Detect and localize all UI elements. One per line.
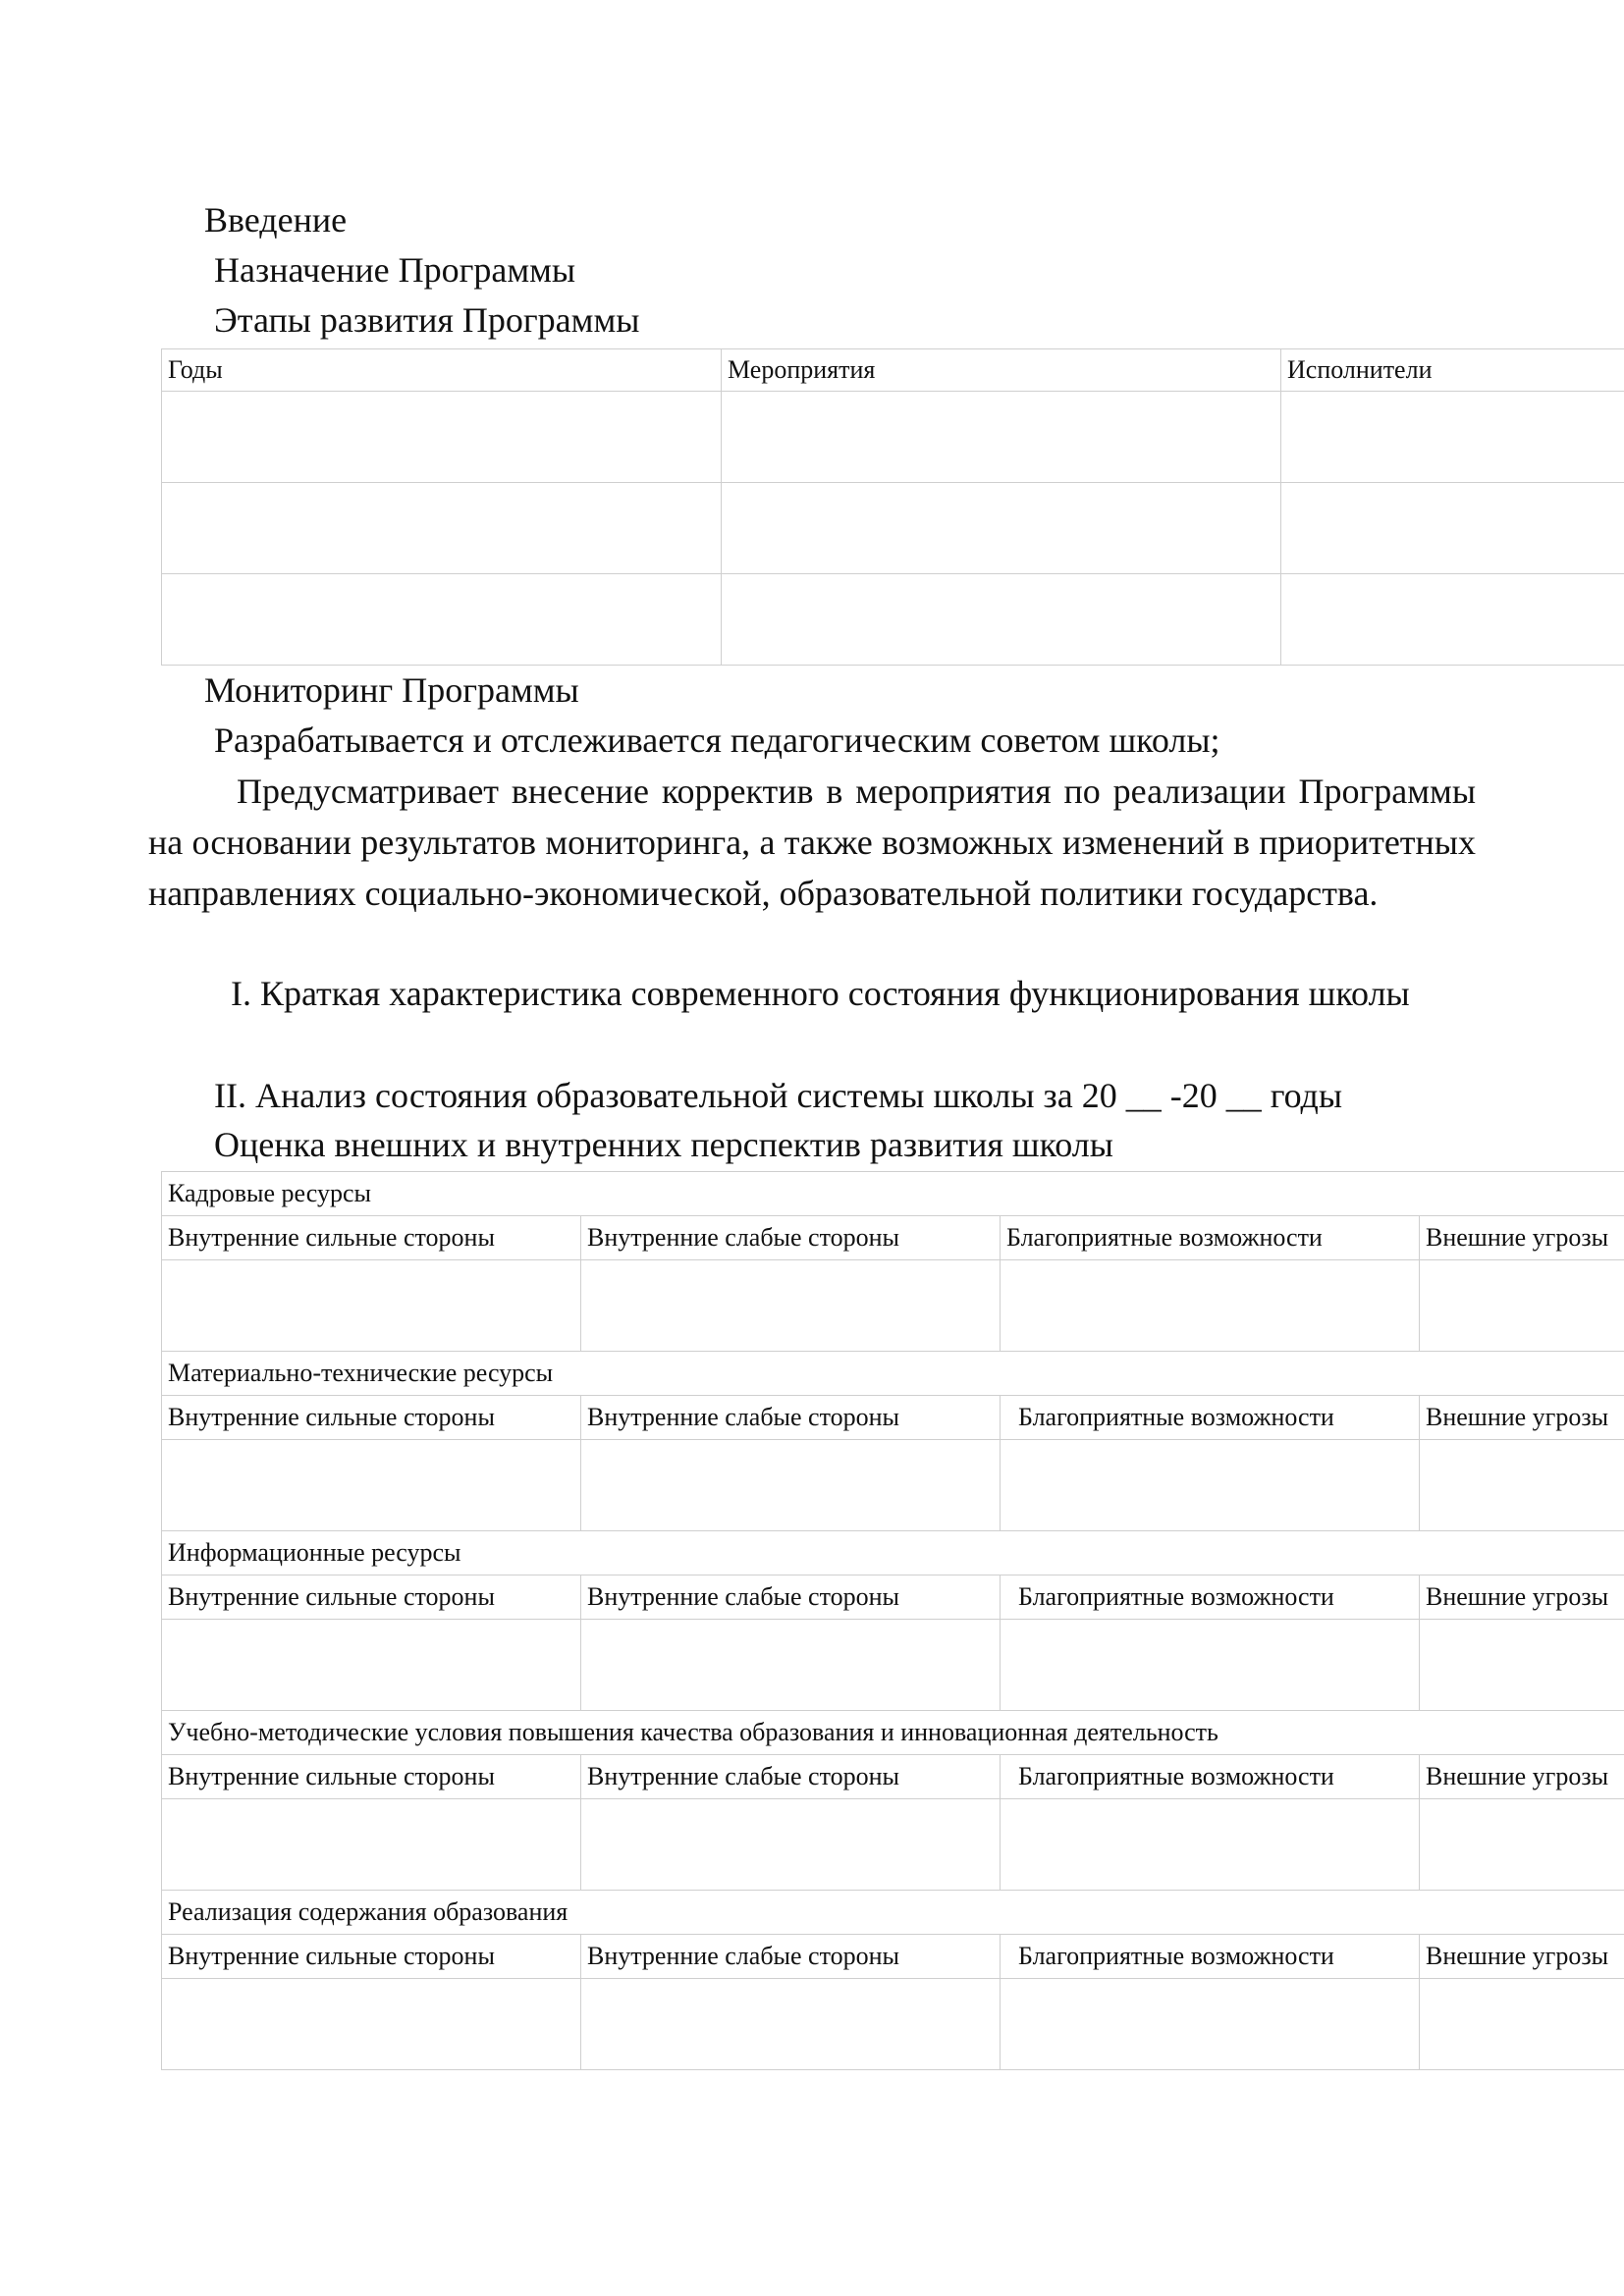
col-weaknesses: Внутренние слабые стороны (581, 1575, 1001, 1620)
table-cell (162, 392, 722, 483)
heading-intro: Введение (204, 200, 348, 240)
col-opportunities: Благоприятные возможности (1001, 1755, 1420, 1799)
group-title: Кадровые ресурсы (162, 1172, 1624, 1216)
col-executors: Исполнители (1281, 349, 1624, 392)
col-weaknesses: Внутренние слабые стороны (581, 1216, 1001, 1260)
table-row (162, 574, 1624, 666)
group-title: Материально-технические ресурсы (162, 1352, 1624, 1396)
col-opportunities: Благоприятные возможности (1001, 1935, 1420, 1979)
col-weaknesses: Внутренние слабые стороны (581, 1396, 1001, 1440)
table-cell (581, 1620, 1001, 1711)
table-row (162, 1260, 1624, 1352)
table-cell (722, 483, 1281, 574)
col-threats: Внешние угрозы (1420, 1396, 1624, 1440)
stages-header-row (162, 349, 1624, 392)
table-cell (722, 392, 1281, 483)
table-cell (1420, 1620, 1624, 1711)
col-threats: Внешние угрозы (1420, 1935, 1624, 1979)
table-cell (1281, 574, 1624, 666)
table-row (162, 1799, 1624, 1891)
col-activities: Мероприятия (722, 349, 1281, 392)
monitoring-paragraph: Предусматривает внесение корректив в мероприятия по реализации Программы на основании результатов мониторинга, а также возможных изменений в приоритетных направлениях социально-экономической, образовательной политики государства. (148, 772, 1476, 913)
table-row (162, 392, 1624, 483)
table-row (162, 1620, 1624, 1711)
col-strengths: Внутренние сильные стороны (162, 1575, 581, 1620)
col-threats: Внешние угрозы (1420, 1216, 1624, 1260)
col-opportunities: Благоприятные возможности (1001, 1575, 1420, 1620)
heading-monitoring: Мониторинг Программы (204, 670, 579, 710)
table-cell (1001, 1799, 1420, 1891)
table-cell (162, 574, 722, 666)
table-cell (1001, 1620, 1420, 1711)
table-cell (581, 1260, 1001, 1352)
swot-group-row (162, 1172, 1624, 1216)
table-cell (1001, 1979, 1420, 2070)
swot-header-row (162, 1755, 1624, 1799)
table-cell (581, 1979, 1001, 2070)
table-cell (162, 1979, 581, 2070)
table-cell (162, 1260, 581, 1352)
col-threats: Внешние угрозы (1420, 1575, 1624, 1620)
table-cell (162, 1799, 581, 1891)
swot-table (161, 1171, 1624, 2070)
col-weaknesses: Внутренние слабые стороны (581, 1935, 1001, 1979)
col-strengths: Внутренние сильные стороны (162, 1216, 581, 1260)
col-strengths: Внутренние сильные стороны (162, 1935, 581, 1979)
col-years: Годы (162, 349, 722, 392)
heading-purpose: Назначение Программы (214, 250, 576, 290)
col-strengths: Внутренние сильные стороны (162, 1755, 581, 1799)
table-cell (1420, 1440, 1624, 1531)
swot-group-row (162, 1891, 1624, 1935)
group-title: Реализация содержания образования (162, 1891, 1624, 1935)
table-cell (581, 1799, 1001, 1891)
section-3: Оценка внешних и внутренних перспектив развития школы (214, 1125, 1113, 1164)
monitoring-line1: Разрабатывается и отслеживается педагогическим советом школы; (214, 721, 1220, 760)
swot-header-row (162, 1935, 1624, 1979)
table-cell (162, 1440, 581, 1531)
col-opportunities: Благоприятные возможности (1001, 1216, 1420, 1260)
table-cell (722, 574, 1281, 666)
table-cell (162, 483, 722, 574)
table-row (162, 1440, 1624, 1531)
heading-stages: Этапы развития Программы (214, 300, 640, 340)
swot-header-row (162, 1575, 1624, 1620)
swot-group-row (162, 1531, 1624, 1575)
table-cell (1420, 1260, 1624, 1352)
table-cell (1420, 1799, 1624, 1891)
swot-group-row (162, 1711, 1624, 1755)
table-cell (1001, 1260, 1420, 1352)
swot-group-row (162, 1352, 1624, 1396)
stages-table (161, 348, 1624, 666)
table-cell (1001, 1440, 1420, 1531)
col-weaknesses: Внутренние слабые стороны (581, 1755, 1001, 1799)
table-cell (1281, 392, 1624, 483)
section-1: I. Краткая характеристика современного состояния функционирования школы (231, 974, 1410, 1013)
col-threats: Внешние угрозы (1420, 1755, 1624, 1799)
section-2: II. Анализ состояния образовательной системы школы за 20 __ -20 __ годы (214, 1076, 1343, 1115)
swot-header-row (162, 1216, 1624, 1260)
table-cell (162, 1620, 581, 1711)
table-row (162, 1979, 1624, 2070)
table-row (162, 483, 1624, 574)
table-cell (581, 1440, 1001, 1531)
group-title: Информационные ресурсы (162, 1531, 1624, 1575)
table-cell (1420, 1979, 1624, 2070)
col-opportunities: Благоприятные возможности (1001, 1396, 1420, 1440)
group-title: Учебно-методические условия повышения качества образования и инновационная деятельность (162, 1711, 1624, 1755)
col-strengths: Внутренние сильные стороны (162, 1396, 581, 1440)
swot-header-row (162, 1396, 1624, 1440)
table-cell (1281, 483, 1624, 574)
